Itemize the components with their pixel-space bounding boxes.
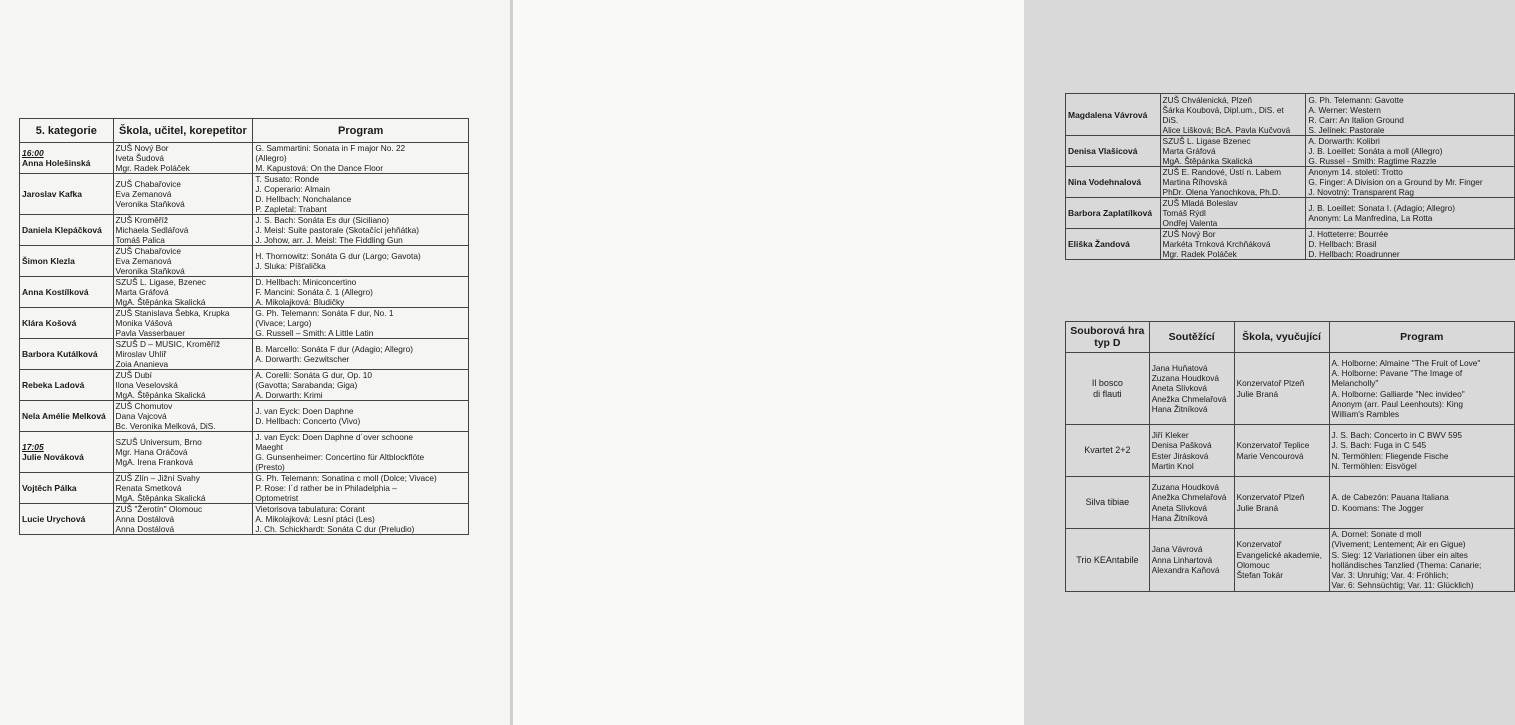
- school-line: Bc. Veronika Melková, DiS.: [115, 421, 216, 431]
- table-row: [20, 308, 469, 339]
- program-line: D. Hellbach: Brasil: [1308, 239, 1377, 249]
- program-line: G. Gunsenheimer: Concertino für Altblockflöte: [255, 452, 425, 462]
- player-line: Hana Žitníková: [1151, 403, 1208, 414]
- program-line: G. Ph. Telemann: Gavotte: [1308, 94, 1404, 105]
- program-line: A. Werner: Western: [1308, 104, 1381, 115]
- school-line: SZUŠ L. Ligase Bzenec: [1162, 136, 1251, 146]
- school-line: Olomouc: [1236, 559, 1270, 570]
- player-line: Alexandra Kaňová: [1151, 565, 1220, 576]
- program-line: William's Rambles: [1331, 409, 1400, 420]
- program-line: A. Holborne: Pavane "The Image of: [1331, 367, 1463, 378]
- header-players: Soutěžící: [1149, 322, 1234, 353]
- school-line: Marie Vencourová: [1236, 450, 1304, 461]
- program-line: G. Ph. Telemann: Sonáta F dur, No. 1: [255, 308, 394, 318]
- program-line: A. Dorwarth: Krimi: [255, 390, 323, 400]
- program-line: J. van Eyck: Doen Daphne: [255, 406, 354, 416]
- school-cell: [1160, 167, 1306, 198]
- program-line: Anonym 14. století: Trotto: [1308, 167, 1403, 177]
- table-row: [20, 143, 469, 174]
- player-line: Jana Vávrová: [1151, 544, 1203, 555]
- school-cell: [113, 370, 253, 401]
- school-line: Eva Zemanová: [115, 189, 172, 199]
- school-cell: [113, 143, 253, 174]
- school-cell: [113, 432, 253, 473]
- player-line: Zuzana Houdková: [1151, 373, 1220, 384]
- player-line: Martin Knol: [1151, 460, 1194, 471]
- table-row: [1066, 529, 1515, 592]
- school-line: SZUŠ D – MUSIC, Kroměříž: [115, 339, 221, 349]
- ensemble-name-cell: [1066, 477, 1150, 529]
- program-cell: [1329, 425, 1514, 477]
- program-line: A. Dornel: Sonate d moll: [1331, 529, 1422, 539]
- school-line: Iveta Šudová: [115, 153, 164, 163]
- ensemble-name-line: Trio KEAntabile: [1076, 554, 1139, 565]
- program-line: J. S. Bach: Concerto in C BWV 595: [1331, 429, 1463, 440]
- school-line: SZUŠ Universum, Brno: [115, 437, 202, 447]
- school-line: Anna Dostálová: [115, 514, 175, 524]
- program-line: P. Rose: I´d rather be in Philadelphia –: [255, 483, 397, 493]
- program-line: J. Novotný: Transparent Rag: [1308, 187, 1414, 197]
- program-cell: [253, 370, 469, 401]
- program-cell: [1329, 529, 1514, 592]
- header-category: 5. kategorie: [20, 119, 114, 143]
- school-line: Pavla Vasserbauer: [115, 328, 186, 338]
- program-line: R. Carr: An Italion Ground: [1308, 114, 1404, 125]
- school-line: Miroslav Uhlíř: [115, 349, 167, 359]
- table-row: [1066, 477, 1515, 529]
- school-line: MgA. Irena Franková: [115, 457, 194, 467]
- school-line: PhDr. Olena Yanochkova, Ph.D.: [1162, 187, 1281, 197]
- school-line: ZUŠ "Žerotín" Olomouc: [115, 504, 203, 514]
- program-line: Vietorisova tabulatura: Corant: [255, 504, 365, 514]
- program-line: J. Meisl: Suite pastorale (Skotačící jehňátka): [255, 225, 420, 235]
- program-line: J. Johow, arr. J. Meisl: The Fiddling Gun: [255, 235, 403, 245]
- performer-name: Anna Holešinská: [22, 158, 91, 168]
- program-line: G. Finger: A Division on a Ground by Mr. Finger: [1308, 177, 1483, 187]
- performer-cell: [20, 308, 114, 339]
- program-line: G. Ph. Telemann: Sonatina c moll (Dolce; Vivace): [255, 473, 437, 483]
- school-cell: [1160, 94, 1306, 136]
- school-cell: [113, 473, 253, 504]
- header-school: Škola, učitel, korepetitor: [113, 119, 253, 143]
- performer-name: Klára Košová: [22, 318, 77, 328]
- table-row: [20, 473, 469, 504]
- program-line: B. Marcello: Sonáta F dur (Adagio; Allegro): [255, 344, 414, 354]
- program-cell: [253, 401, 469, 432]
- players-cell: [1149, 529, 1234, 592]
- performer-cell: [1066, 136, 1161, 167]
- performer-cell: [1066, 229, 1161, 260]
- school-line: Konzervatoř: [1236, 539, 1282, 550]
- performer-cell: [1066, 167, 1161, 198]
- category-5-continued-table: [1065, 93, 1515, 260]
- school-line: Zoia Ananieva: [115, 359, 169, 369]
- performer-cell: [20, 215, 114, 246]
- header-program: Program: [1329, 322, 1514, 353]
- school-line: Veronika Staňková: [115, 266, 185, 276]
- program-line: A. Holborne: Almaine "The Fruit of Love": [1331, 357, 1481, 368]
- performer-cell: [20, 432, 114, 473]
- school-line: Štefan Tokár: [1236, 570, 1284, 581]
- program-line: G. Russell – Smith: A Little Latin: [255, 328, 374, 338]
- school-line: ZUŠ Nový Bor: [1162, 229, 1216, 239]
- player-line: Anežka Chmelařová: [1151, 393, 1227, 404]
- program-line: J. Sluka: Píšťalička: [255, 261, 326, 271]
- school-line: ZUŠ Chabařovice: [115, 246, 182, 256]
- performer-name: Barbora Kutálková: [22, 349, 98, 359]
- program-cell: [253, 143, 469, 174]
- school-line: Monika Vášová: [115, 318, 173, 328]
- school-line: Dana Vajcová: [115, 411, 167, 421]
- program-cell: [253, 432, 469, 473]
- program-line: (Vivace; Largo): [255, 318, 312, 328]
- program-cell: [253, 277, 469, 308]
- player-line: Denisa Pašková: [1151, 440, 1212, 451]
- program-line: Maeght: [255, 442, 283, 452]
- table-row: [1066, 229, 1515, 260]
- program-line: N. Termöhlen: Eisvögel: [1331, 460, 1417, 471]
- header-ensemble: Souborová hra typ D: [1066, 322, 1150, 353]
- program-cell: [1329, 353, 1514, 425]
- school-line: Konzervatoř Teplice: [1236, 440, 1310, 451]
- performer-name: Denisa Vlašicová: [1068, 146, 1138, 156]
- school-line: Ilona Veselovská: [115, 380, 178, 390]
- left-page: [0, 0, 510, 725]
- performer-cell: [20, 246, 114, 277]
- ensemble-name-line: di flauti: [1093, 388, 1122, 399]
- school-cell: [113, 339, 253, 370]
- program-line: P. Zapletal: Trabant: [255, 204, 327, 214]
- school-cell: [113, 504, 253, 535]
- school-cell: [1234, 353, 1329, 425]
- school-line: Renata Smetková: [115, 483, 182, 493]
- program-cell: [253, 504, 469, 535]
- performer-name: Daniela Klepáčková: [22, 225, 102, 235]
- performer-cell: [20, 370, 114, 401]
- school-line: Julie Braná: [1236, 502, 1279, 513]
- school-line: MgA. Štěpánka Skalická: [1162, 156, 1253, 166]
- players-cell: [1149, 353, 1234, 425]
- school-line: ZUŠ Mladá Boleslav: [1162, 198, 1238, 208]
- program-line: D. Hellbach: Roadrunner: [1308, 249, 1400, 259]
- school-line: Eva Zemanová: [115, 256, 172, 266]
- program-line: S. Sieg: 12 Variationen über ein altes: [1331, 549, 1468, 560]
- program-line: J. Ch. Schickhardt: Sonáta C dur (Preludio): [255, 524, 415, 534]
- school-line: SZUŠ L. Ligase, Bzenec: [115, 277, 206, 287]
- performer-cell: [20, 473, 114, 504]
- players-cell: [1149, 425, 1234, 477]
- school-line: Tomáš Rýdl: [1162, 208, 1206, 218]
- table-header-row: [1066, 322, 1515, 353]
- program-line: Var. 3: Unruhig; Var. 4: Fröhlich;: [1331, 570, 1449, 581]
- program-cell: [1306, 136, 1515, 167]
- performer-cell: [20, 174, 114, 215]
- program-line: Anonym: La Manfredina, La Rotta: [1308, 213, 1433, 223]
- school-line: Martina Říhovská: [1162, 177, 1228, 187]
- right-page: [513, 0, 1483, 725]
- table-row: [20, 339, 469, 370]
- program-line: G. Sammartini: Sonata in F major No. 22: [255, 143, 406, 153]
- performer-cell: [20, 143, 114, 174]
- players-cell: [1149, 477, 1234, 529]
- school-line: Alice Lišková; BcA. Pavla Kučvová: [1162, 124, 1291, 135]
- school-line: MgA. Štěpánka Skalická: [115, 493, 206, 503]
- header-school: Škola, vyučující: [1234, 322, 1329, 353]
- performer-name: Rebeka Ladová: [22, 380, 85, 390]
- table-row: [1066, 167, 1515, 198]
- school-cell: [113, 246, 253, 277]
- school-cell: [1234, 425, 1329, 477]
- school-cell: [113, 401, 253, 432]
- program-line: J. S. Bach: Fuga in C 545: [1331, 440, 1427, 451]
- program-line: N. Termöhlen: Fliegende Fische: [1331, 450, 1449, 461]
- performer-name: Anna Kostílková: [22, 287, 89, 297]
- school-line: ZUŠ Zlín – Jižní Svahy: [115, 473, 200, 483]
- performer-cell: [1066, 198, 1161, 229]
- program-cell: [253, 473, 469, 504]
- program-line: Anonym (arr. Paul Leenhouts): King: [1331, 398, 1463, 409]
- program-line: Optometrist: [255, 493, 299, 503]
- program-line: J. S. Bach: Sonáta Es dur (Siciliano): [255, 215, 390, 225]
- school-line: ZUŠ Chabařovice: [115, 179, 182, 189]
- school-line: DiS.: [1162, 114, 1179, 125]
- performer-name: Barbora Zaplatílková: [1068, 208, 1153, 218]
- player-line: Zuzana Houdková: [1151, 481, 1220, 492]
- ensemble-table: [1065, 321, 1515, 592]
- program-cell: [253, 246, 469, 277]
- program-line: Var. 6: Sehnsüchtig; Var. 11: Glücklich): [1331, 580, 1474, 591]
- performer-cell: [20, 339, 114, 370]
- header-program: Program: [253, 119, 469, 143]
- school-cell: [113, 277, 253, 308]
- school-line: Julie Braná: [1236, 388, 1279, 399]
- performer-name: Lucie Urychová: [22, 514, 86, 524]
- program-line: J. Coperario: Almain: [255, 184, 331, 194]
- school-line: MgA. Štěpánka Skalická: [115, 390, 206, 400]
- program-line: M. Kapustová: On the Dance Floor: [255, 163, 384, 173]
- player-line: Jana Huňatová: [1151, 362, 1208, 373]
- table-row: [1066, 425, 1515, 477]
- program-line: A. Dorwarth: Kolibri: [1308, 136, 1380, 146]
- player-line: Anna Linhartová: [1151, 554, 1213, 565]
- table-row: [20, 246, 469, 277]
- table-row: [20, 401, 469, 432]
- program-line: H. Thornowitz: Sonáta G dur (Largo; Gavota): [255, 251, 421, 261]
- table-row: [1066, 136, 1515, 167]
- program-line: D. Hellbach: Concerto (Vivo): [255, 416, 361, 426]
- school-line: Veronika Staňková: [115, 199, 185, 209]
- program-line: Melancholly": [1331, 378, 1379, 389]
- player-line: Anežka Chmelařová: [1151, 492, 1227, 503]
- school-cell: [1160, 136, 1306, 167]
- performer-name: Nela Amélie Melková: [22, 411, 106, 421]
- performer-cell: [20, 401, 114, 432]
- player-line: Hana Žitníková: [1151, 512, 1208, 523]
- program-line: F. Mancini: Sonáta č. 1 (Allegro): [255, 287, 373, 297]
- program-line: T. Susato: Ronde: [255, 174, 319, 184]
- program-line: J. B. Loeillet: Sonáta a moll (Allegro): [1308, 146, 1443, 156]
- program-cell: [253, 339, 469, 370]
- program-cell: [1306, 198, 1515, 229]
- school-line: Ondřej Valenta: [1162, 218, 1218, 228]
- ensemble-name-line: Il bosco: [1091, 378, 1123, 389]
- performer-name: Vojtěch Pálka: [22, 483, 77, 493]
- program-line: A. Corelli: Sonáta G dur, Op. 10: [255, 370, 372, 380]
- table-row: [1066, 353, 1515, 425]
- program-line: (Gavotta; Sarabanda; Giga): [255, 380, 358, 390]
- start-time: 17:05: [22, 442, 44, 452]
- school-line: Konzervatoř Plzeň: [1236, 492, 1305, 503]
- school-line: Markéta Trnková Krchňáková: [1162, 239, 1271, 249]
- program-line: G. Russel - Smith: Ragtime Razzle: [1308, 156, 1437, 166]
- school-line: ZUŠ Chválenická, Plzeň: [1162, 94, 1252, 105]
- school-line: ZUŠ Nový Bor: [115, 143, 169, 153]
- school-line: Tomáš Palica: [115, 235, 165, 245]
- school-line: ZUŠ Kroměříž: [115, 215, 169, 225]
- table-row: [20, 504, 469, 535]
- school-line: ZUŠ Chomutov: [115, 401, 173, 411]
- table-row: [20, 215, 469, 246]
- program-line: S. Jelínek: Pastorale: [1308, 124, 1385, 135]
- program-line: (Presto): [255, 462, 285, 472]
- school-line: Marta Gráfová: [1162, 146, 1216, 156]
- program-line: D. Hellbach: Nonchalance: [255, 194, 352, 204]
- performer-name: Jaroslav Kafka: [22, 189, 83, 199]
- school-line: Konzervatoř Plzeň: [1236, 378, 1305, 389]
- program-cell: [253, 174, 469, 215]
- school-line: ZUŠ Dubí: [115, 370, 152, 380]
- player-line: Aneta Slívková: [1151, 502, 1208, 513]
- ensemble-name-cell: [1066, 425, 1150, 477]
- performer-name: Nina Vodehnalová: [1068, 177, 1142, 187]
- program-line: A. Dorwarth: Gezwitscher: [255, 354, 350, 364]
- program-line: holländisches Tanzlied (Thema: Canarie;: [1331, 559, 1482, 570]
- performer-name: Eliška Žandová: [1068, 239, 1130, 249]
- school-line: MgA. Štěpánka Skalická: [115, 297, 206, 307]
- program-cell: [1329, 477, 1514, 529]
- ensemble-name-cell: [1066, 529, 1150, 592]
- program-line: (Vivement; Lentement; Air en Gigue): [1331, 539, 1466, 550]
- school-line: Marta Gráfová: [115, 287, 169, 297]
- performer-name: Julie Nováková: [22, 452, 84, 462]
- program-cell: [253, 308, 469, 339]
- performer-cell: [20, 277, 114, 308]
- school-cell: [1234, 477, 1329, 529]
- program-cell: [1306, 94, 1515, 136]
- table-row: [20, 370, 469, 401]
- table-row: [1066, 198, 1515, 229]
- performer-name: Šimon Klezla: [22, 256, 75, 266]
- program-line: A. de Cabezón: Pauana Italiana: [1331, 492, 1449, 503]
- player-line: Ester Jirásková: [1151, 450, 1209, 461]
- school-line: Šárka Koubová, Dipl.um., DiS. et: [1162, 104, 1284, 115]
- school-cell: [1160, 229, 1306, 260]
- school-cell: [113, 215, 253, 246]
- table-row: [20, 277, 469, 308]
- program-line: D. Hellbach: Miniconcertino: [255, 277, 357, 287]
- program-line: D. Koomans: The Jogger: [1331, 502, 1424, 513]
- school-line: Anna Dostálová: [115, 524, 175, 534]
- program-line: A. Holborne: Galliarde "Nec invideo": [1331, 388, 1465, 399]
- school-cell: [113, 174, 253, 215]
- program-line: J. van Eyck: Doen Daphne d´over schoone: [255, 432, 414, 442]
- school-cell: [113, 308, 253, 339]
- performer-cell: [1066, 94, 1161, 136]
- category-5-table: [19, 118, 469, 535]
- performer-name: Magdalena Vávrová: [1068, 109, 1148, 120]
- school-cell: [1160, 198, 1306, 229]
- school-line: Mgr. Radek Poláček: [1162, 249, 1237, 259]
- school-line: ZUŠ E. Randové, Ústí n. Labem: [1162, 167, 1282, 177]
- table-header-row: [20, 119, 469, 143]
- program-line: (Allegro): [255, 153, 287, 163]
- school-line: Evangelické akademie,: [1236, 549, 1322, 560]
- school-line: Mgr. Hana Oráčová: [115, 447, 188, 457]
- player-line: Jiří Kleker: [1151, 429, 1189, 440]
- school-cell: [1234, 529, 1329, 592]
- program-line: A. Mikolajková: Lesní ptáci (Les): [255, 514, 375, 524]
- program-cell: [1306, 229, 1515, 260]
- school-line: Michaela Sedlářová: [115, 225, 189, 235]
- ensemble-name-cell: [1066, 353, 1150, 425]
- performer-cell: [20, 504, 114, 535]
- program-cell: [253, 215, 469, 246]
- player-line: Aneta Slívková: [1151, 383, 1208, 394]
- table-row: [20, 432, 469, 473]
- program-line: J. B. Loeillet: Sonata I. (Adagio; Allegro): [1308, 203, 1456, 213]
- school-line: ZUŠ Stanislava Šebka, Krupka: [115, 308, 230, 318]
- ensemble-name-line: Silva tibiae: [1085, 497, 1130, 508]
- program-cell: [1306, 167, 1515, 198]
- table-row: [1066, 94, 1515, 136]
- table-row: [20, 174, 469, 215]
- program-line: A. Mikolajková: Bludičky: [255, 297, 345, 307]
- start-time: 16:00: [22, 148, 44, 158]
- school-line: Mgr. Radek Poláček: [115, 163, 190, 173]
- ensemble-name-line: Kvartet 2+2: [1084, 445, 1131, 456]
- program-line: J. Hotteterre: Bourrée: [1308, 229, 1389, 239]
